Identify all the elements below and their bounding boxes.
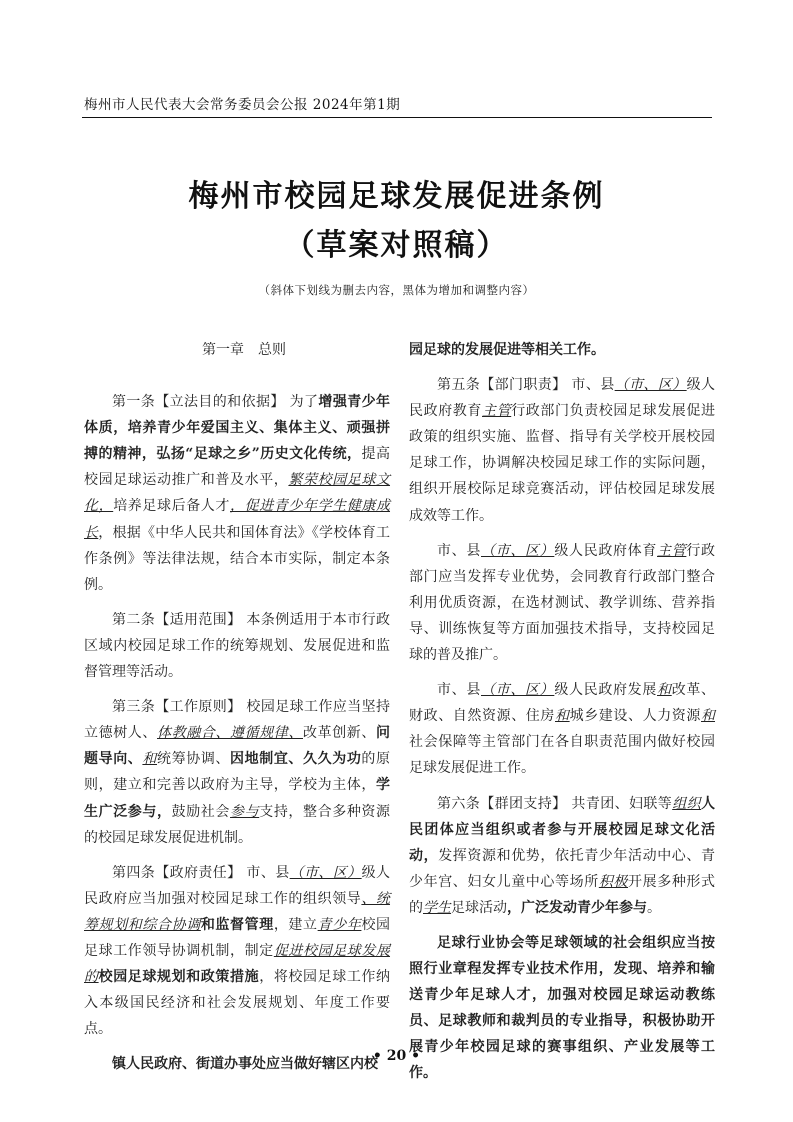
article-6: 第六条【群团支持】 共青团、妇联等组织人民团体应当组织或者参与开展校园足球文化活动，发挥资源和优势，依托青少年活动中心、青少年宫、妇女儿童中心等场所积极开展多种形式的学生足球活动，广泛发动青少年参与。: [409, 795, 716, 916]
article-1: 第一条【立法目的和依据】 为了增强青少年体质，培养青少年爱国主义、集体主义、顽强拼搏的精神，弘扬“足球之乡”历史文化传统，提高校园足球运动推广和普及水平，繁荣校园足球文化，培养足球后备人才，促进青少年学生健康成长，根据《中华人民共和国体育法》《学校体育工作条例》等法律法规，结合本市实际，制定本条例。: [84, 394, 391, 593]
article-5-para-2: 市、县（市、区）级人民政府体育主管行政部门应当发挥专业优势，会同教育行政部门整合利用优质资源，在选材测试、教学训练、营养指导、训练恢复等方面加强技术指导，支持校园足球的普及推广。: [409, 542, 716, 664]
left-column: [84, 337, 390, 1077]
right-column: [409, 337, 715, 1087]
article-2: 第二条【适用范围】 本条例适用于本市行政区域内校园足球工作的统筹规划、发展促进和监督管理等活动。: [84, 611, 390, 681]
article-4-para-2: 镇人民政府、街道办事处应当做好辖区内校: [112, 1056, 378, 1073]
article-3: 第三条【工作原则】 校园足球工作应当坚持立德树人、体教融合、遵循规律、改革创新、问题导向、和统筹协调、因地制宜、久久为功的原则，建立和完善以政府为主导，学校为主体，学生广泛参与，鼓励社会参与支持，整合多种资源的校园足球发展促进机制。: [84, 699, 391, 846]
article-4: 第四条【政府责任】 市、县（市、区）级人民政府应当加强对校园足球工作的组织领导、统筹规划和综合协调和监督管理，建立青少年校园足球工作领导协调机制，制定促进校园足球发展的校园足球规划和政策措施，将校园足球工作纳入本级国民经济和社会发展规划、年度工作要点。: [84, 864, 391, 1038]
article-4-continued: 园足球的发展促进等相关工作。: [409, 342, 605, 358]
bulletin-header: 梅州市人民代表大会常务委员会公报 2024年第1期: [84, 97, 401, 113]
chapter-heading: 第一章 总则: [202, 342, 286, 358]
document-subtitle: （草案对照稿）: [284, 228, 509, 263]
article-5: 第五条【部门职责】 市、县（市、区）级人民政府教育主管行政部门负责校园足球发展促进政策的组织实施、监督、指导有关学校开展校园足球工作，协调解决校园足球工作的实际问题，组织开展校际足球竞赛活动，评估校园足球发展成效等工作。: [409, 377, 716, 524]
article-6-para-2: 足球行业协会等足球领域的社会组织应当按照行业章程发挥专业技术作用，发现、培养和输送青少年足球人才，加强对校园足球运动教练员、足球教师和裁判员的专业指导，积极协助开展青少年校园足球的赛事组织、产业发展等工作。: [409, 934, 715, 1082]
header-rule: [82, 117, 712, 118]
page-number: • 20 •: [372, 1048, 421, 1064]
editing-note: （斜体下划线为删去内容，黑体为增加和调整内容）: [258, 283, 535, 297]
article-5-para-3: 市、县（市、区）级人民政府发展和改革、财政、自然资源、住房和城乡建设、人力资源和社会保障等主管部门在各自职责范围内做好校园足球发展促进工作。: [409, 682, 716, 777]
document-title: 梅州市校园足球发展促进条例: [188, 179, 605, 214]
